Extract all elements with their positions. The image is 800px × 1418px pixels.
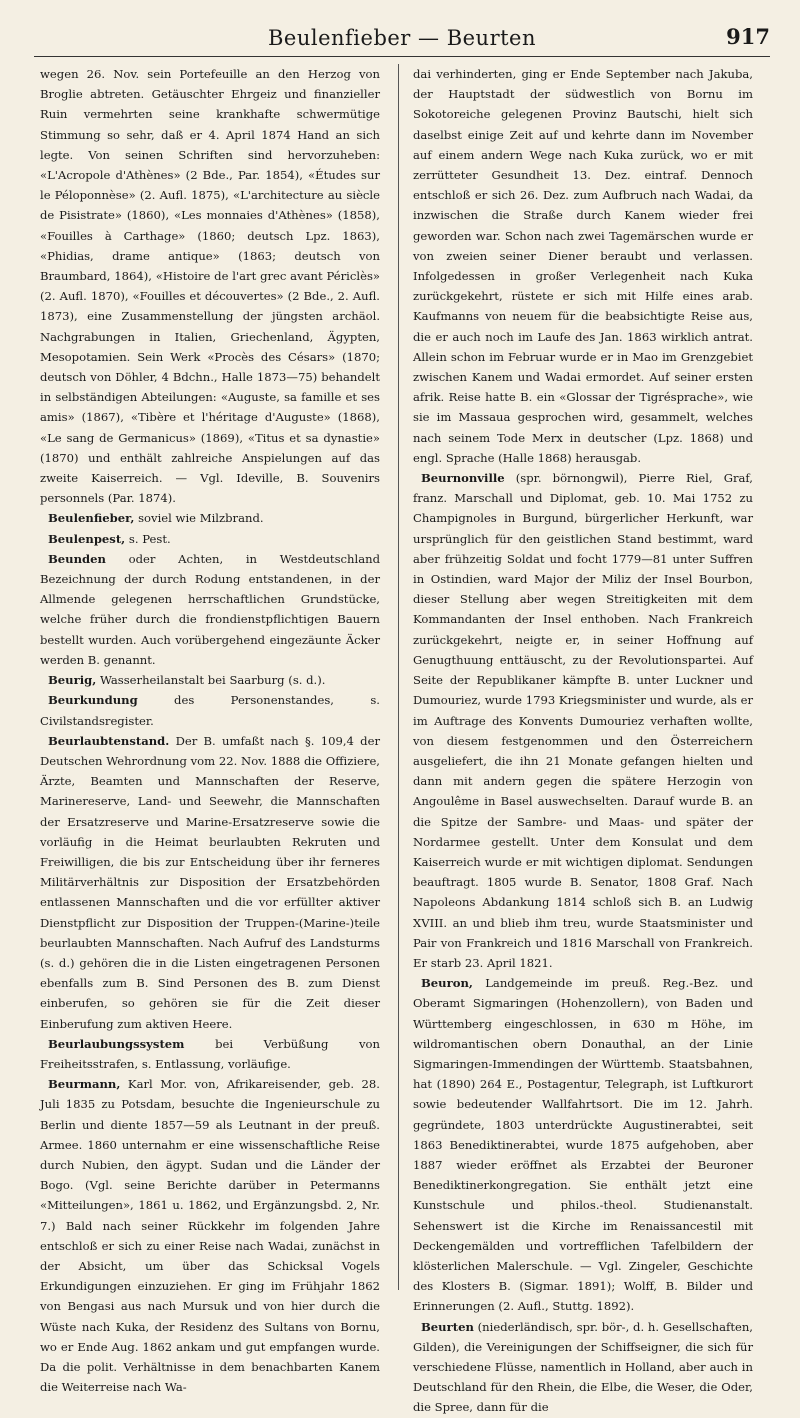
entry-beulenpest: Beulenpest, s. Pest.: [48, 531, 171, 546]
entry-beurkundung: Beurkundung des Personenstandes, s. Civilstandsregister.: [40, 693, 380, 728]
headword: Beunden: [48, 551, 106, 566]
headword: Beurig,: [48, 673, 97, 688]
headword: Beurlaubungssystem: [48, 1036, 185, 1051]
left-column: [40, 64, 380, 1395]
entry-beulenfieber: Beulenfieber, soviel wie Milzbrand.: [48, 511, 264, 526]
headword: Beuron,: [421, 976, 473, 991]
entry-beurlaubungssystem: Beurlaubungssystem bei Verbüßung von Freiheitsstrafen, s. Entlassung, vorläufige.: [40, 1036, 380, 1071]
headword: Beurten: [421, 1319, 474, 1334]
entry-beurlaubtenstand: Beurlaubtenstand. Der B. umfaßt nach §. 109,4 der Deutschen Wehrordnung vom 22. Nov. 1888 die Offiziere, Ärzte, Beamten und Mannschaften der Reserve, Marinereserve, Land- und Seewehr, die Mannschaften der Ersatzreserve und Marine-Ersatzreserve sowie die vorläufig in die Heimat beurlaubten Rekruten und Freiwilligen, die bis zur Entscheidung über ihr ferneres Militärverhältnis zur Disposition der Ersatzbehörden entlassenen Mannschaften und die vor erfüllter aktiver Dienstpflicht zur Disposition der Truppen-(Marine-)teile beurlaubten Mannschaften. Nach Aufruf des Landsturms (s. d.) gehören die in die Listen eingetragenen Personen ebenfalls zum B. Sind Personen des B. zum Dienst einberufen, so gehören sie für die Zeit dieser Einberufung zum aktiven Heere.: [40, 733, 380, 1031]
headword: Beurkundung: [48, 693, 138, 708]
entry-continuation: wegen 26. Nov. sein Portefeuille an den Herzog von Broglie abtreten. Getäuschter Ehrgeiz und finanzieller Ruin vermehrten seine krankhafte schwermütige Stimmung so sehr, daß er 4. April 1874 Hand an sich legte. Von seinen Schriften sind hervorzuheben: «L'Acropole d'Athènes» (2 Bde., Par. 1854), «Études sur le Péloponnèse» (2. Aufl. 1875), «L'architecture au siècle de Pisistrate» (1860), «Les monnaies d'Athènes» (1858), «Fouilles à Carthage» (1860; deutsch Lpz. 1863), «Phidias, drame antique» (1863; deutsch von Braumbard, 1864), «Histoire de l'art grec avant Périclès» (2. Aufl. 1870), «Fouilles et découvertes» (2 Bde., 2. Aufl. 1873), eine Zusammenstellung der jüngsten archäol. Nachgrabungen in Italien, Griechenland, Ägypten, Mesopotamien. Sein Werk «Procès des Césars» (1870; deutsch von Döhler, 4 Bdchn., Halle 1873—75) behandelt in selbständigen Abteilungen: «Auguste, sa famille et ses amis» (1867), «Tibère et l'héritage d'Auguste» (1868), «Le sang de Germanicus» (1869), «Titus et sa dynastie» (1870) und enthält zahlreiche Anspielungen auf das zweite Kaiserreich. — Vgl. Ideville, B. Souvenirs personnels (Par. 1874).: [40, 67, 380, 506]
entry-beurten: Beurten (niederländisch, spr. bör-, d. h. Gesellschaften, Gilden), die Vereinigungen der Schiffseigner, die sich für verschiedene Flüsse, namentlich in Holland, aber auch in Deutschland für den Rhein, die Elbe, die Weser, die Oder, die Spree, dann für die: [413, 1319, 753, 1415]
entry-continuation: dai verhinderten, ging er Ende September nach Jakuba, der Hauptstadt der südwestlich von Bornu im Sokotoreiche gelegenen Provinz Bautschi, hielt sich daselbst einige Zeit auf und kehrte dann im November auf einem andern Wege nach Kuka zurück, wo er mit zerrütteter Gesundheit 13. Dez. eintraf. Dennoch entschloß er sich 26. Dez. zum Aufbruch nach Wadai, da inzwischen die Straße durch Kanem wieder frei geworden war. Schon nach zwei Tagemärschen wurde er von zweien seiner Diener beraubt und verlassen. Infolgedessen in großer Verlegenheit nach Kuka zurückgekehrt, rüstete er sich mit Hilfe eines arab. Kaufmanns von neuem für die beabsichtigte Reise aus, die er auch noch im Laufe des Jan. 1863 wirklich antrat. Allein schon im Februar wurde er in Mao im Grenzgebiet zwischen Kanem und Wadai ermordet. Auf seiner ersten afrik. Reise hatte B. ein «Glossar der Tigrésprache», wie sie im Massaua gesprochen wird, gesammelt, welches nach seinem Tode Merx in deutscher (Lpz. 1868) und engl. Sprache (Halle 1868) herausgab.: [413, 67, 753, 465]
right-column: [413, 64, 753, 1415]
entry-beurig: Beurig, Wasserheilanstalt bei Saarburg (s. d.).: [48, 673, 326, 688]
page-header: [34, 10, 770, 50]
page-number: 917: [726, 24, 770, 49]
headword: Beulenfieber,: [48, 511, 135, 526]
headword: Beurmann,: [48, 1077, 121, 1092]
entry-beuron: Beuron, Landgemeinde im preuß. Reg.-Bez. und Oberamt Sigmaringen (Hohenzollern), von Baden und Württemberg eingeschlossen, in 630 m Höhe, im wildromantischen obern Donauthal, an der Linie Sigmaringen-Immendingen der Württemb. Staatsbahnen, hat (1890) 264 E., Postagentur, Telegraph, ist Luftkurort sowie bedeutender Wallfahrtsort. Die im 12. Jahrh. gegründete, 1803 unterdrückte Augustinerabtei, seit 1863 Benediktinerabtei, wurde 1875 aufgehoben, aber 1887 wieder eröffnet als Erzabtei der Beuroner Benediktinerkongregation. Sie enthält jetzt eine Kunstschule und philos.-theol. Studienanstalt. Sehenswert ist die Kirche im Renaissancestil mit Deckengemälden und vortrefflichen Tafelbildern der klösterlichen Malerschule. — Vgl. Zingeler, Geschichte des Klosters B. (Sigmar. 1891); Wolff, B. Bilder und Erinnerungen (2. Aufl., Stuttg. 1892).: [413, 976, 753, 1314]
entry-beurmann: Beurmann, Karl Mor. von, Afrikareisender, geb. 28. Juli 1835 zu Potsdam, besuchte die Ingenieurschule zu Berlin und diente 1857—59 als Leutnant in der preuß. Armee. 1860 unternahm er eine wissenschaftliche Reise durch Nubien, den ägypt. Sudan und die Länder der Bogo. (Vgl. seine Berichte darüber in Petermanns «Mitteilungen», 1861 u. 1862, und Ergänzungsbd. 2, Nr. 7.) Bald nach seiner Rückkehr im folgenden Jahre entschloß er sich zu einer Reise nach Wadai, zunächst in der Absicht, um über das Schicksal Vogels Erkundigungen einzuziehen. Er ging im Frühjahr 1862 von Bengasi aus nach Mursuk und von hier durch die Wüste nach Kuka, der Residenz des Sultans von Bornu, wo er Ende Aug. 1862 ankam und gut empfangen wurde. Da die polit. Verhältnisse in dem benachbarten Kanem die Weiterreise nach Wa-: [40, 1077, 380, 1395]
running-head: Beulenfieber — Beurten: [267, 26, 537, 50]
header-rule: [34, 56, 770, 57]
headword: Beurlaubtenstand.: [48, 733, 170, 748]
column-divider: [398, 64, 399, 1290]
headword: Beulenpest,: [48, 531, 126, 546]
headword: Beurnonville: [421, 471, 505, 486]
entry-beunden: Beunden oder Achten, in Westdeutschland Bezeichnung der durch Rodung entstandenen, in der Allmende gelegenen herrschaftlichen Grundstücke, welche früher durch die frondienstpflichtigen Bauern bestellt wurden. Auch vorübergehend eingezäunte Äcker werden B. genannt.: [40, 551, 380, 667]
entry-beurnonville: Beurnonville (spr. börnongwil), Pierre Riel, Graf, franz. Marschall und Diplomat, geb. 10. Mai 1752 zu Champignoles in Burgund, bürgerlicher Herkunft, war ursprünglich für den geistlichen Stand bestimmt, ward aber frühzeitig Soldat und focht 1779—81 unter Suffren in Ostindien, ward Major der Miliz der Insel Bourbon, dieser Stellung aber wegen Streitigkeiten mit dem Kommandanten der Insel enthoben. Nach Frankreich zurückgekehrt, neigte er, in seiner Hoffnung auf Genugthuung enttäuscht, zu der Revolutionspartei. Auf Seite der Republikaner kämpfte B. unter Luckner und Dumouriez, wurde 1793 Kriegsminister und wurde, als er im Auftrage des Konvents Dumouriez verhaften wollte, von diesem festgenommen und den Österreichern ausgeliefert, die ihn 21 Monate gefangen hielten und dann mit andern gegen die spätere Herzogin von Angoulême in Basel auswechselten. Darauf wurde B. an die Spitze der Sambre- und Maas- und später der Nordarmee gestellt. Unter dem Konsulat und dem Kaiserreich wurde er mit wichtigen diplomat. Sendungen beauftragt. 1805 wurde B. Senator, 1808 Graf. Nach Napoleons Abdankung 1814 schloß sich B. an Ludwig XVIII. an und blieb ihm treu, wurde Staatsminister und Pair von Frankreich und 1816 Marschall von Frankreich. Er starb 23. April 1821.: [413, 471, 753, 970]
